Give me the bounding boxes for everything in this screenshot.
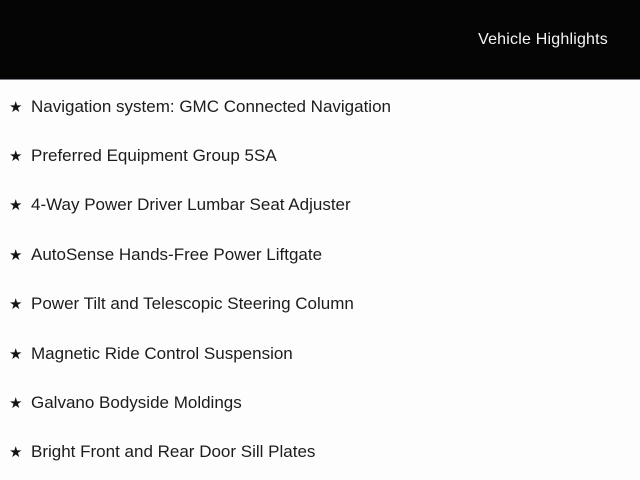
list-item	[9, 230, 630, 279]
star-icon: ★	[9, 296, 23, 314]
list-item	[9, 280, 630, 329]
star-icon: ★	[9, 395, 23, 413]
star-icon: ★	[9, 444, 23, 462]
feature-text: Magnetic Ride Control Suspension	[31, 343, 293, 363]
feature-text: Galvano Bodyside Moldings	[31, 393, 242, 413]
star-icon: ★	[9, 148, 23, 166]
list-item	[9, 131, 630, 180]
list-item	[9, 378, 630, 427]
star-icon: ★	[9, 345, 23, 363]
feature-text: Preferred Equipment Group 5SA	[31, 146, 277, 166]
feature-text: 4-Way Power Driver Lumbar Seat Adjuster	[31, 195, 351, 215]
list-item	[9, 82, 630, 131]
feature-text: Power Tilt and Telescopic Steering Column	[31, 294, 354, 314]
page-title: Vehicle Highlights	[478, 30, 608, 48]
list-item	[9, 329, 630, 378]
list-item	[9, 428, 630, 477]
vehicle-highlights-list	[0, 80, 640, 477]
feature-text: Navigation system: GMC Connected Navigation	[31, 96, 391, 116]
feature-text: AutoSense Hands-Free Power Liftgate	[31, 244, 323, 264]
feature-text: Bright Front and Rear Door Sill Plates	[31, 442, 316, 462]
list-item	[9, 181, 630, 230]
star-icon: ★	[9, 197, 23, 215]
header-bar	[0, 0, 640, 80]
star-icon: ★	[9, 246, 23, 264]
star-icon: ★	[9, 98, 23, 116]
